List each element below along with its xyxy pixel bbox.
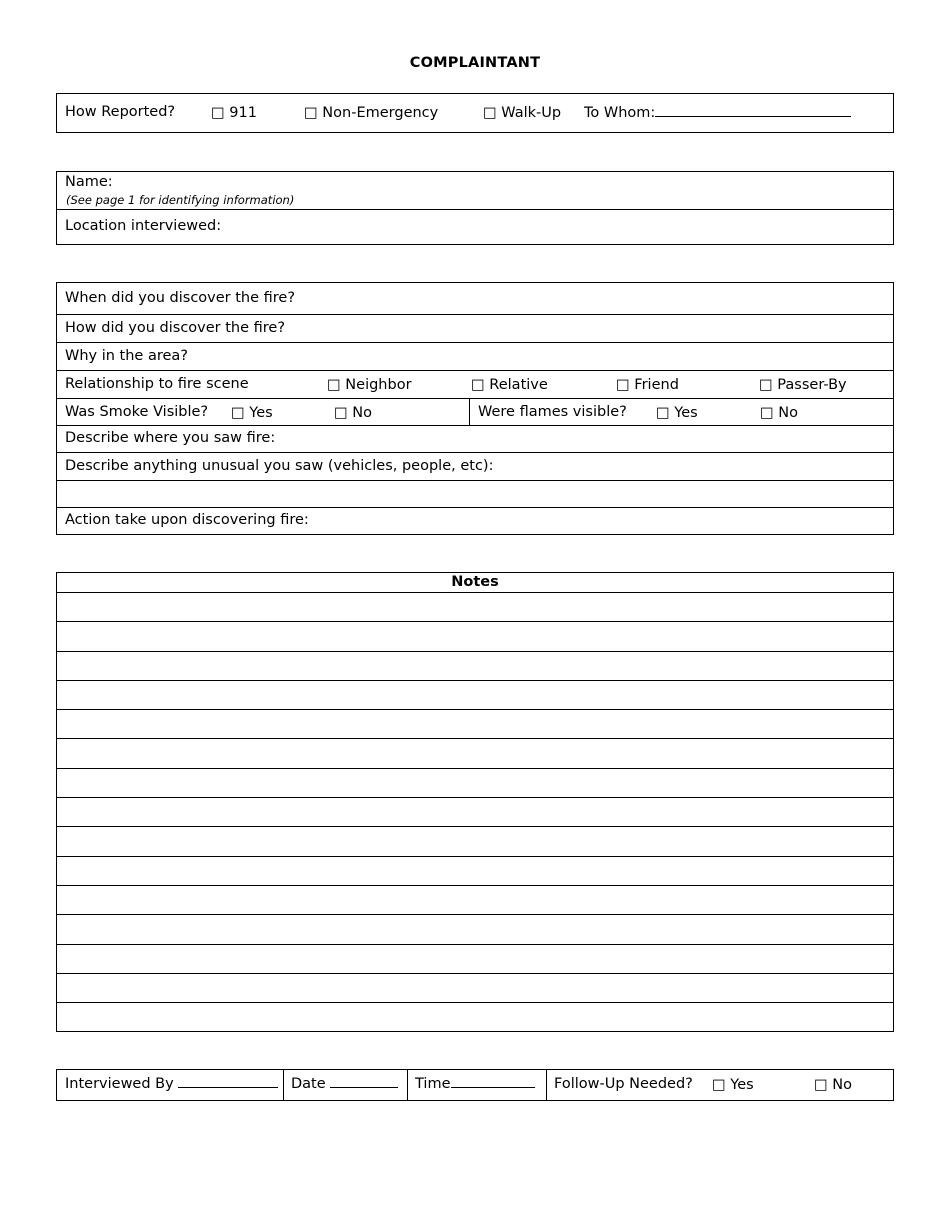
- notes-line[interactable]: [57, 739, 893, 768]
- footer-divider-1: [283, 1070, 284, 1100]
- footer-divider-2: [407, 1070, 408, 1100]
- option-911[interactable]: □ 911: [211, 105, 257, 121]
- follow-up-no-option[interactable]: □ No: [814, 1077, 853, 1093]
- name-note: (See page 1 for identifying information): [66, 193, 295, 207]
- how-reported-box: [56, 93, 894, 133]
- to-whom-line: [655, 116, 851, 117]
- option-relative[interactable]: □ Relative: [471, 377, 548, 393]
- unusual-row[interactable]: [57, 453, 893, 481]
- flames-yes-option[interactable]: □ Yes: [656, 405, 698, 421]
- relationship-label: Relationship to fire scene: [65, 376, 249, 392]
- smoke-no-option[interactable]: □ No: [334, 405, 373, 421]
- visibility-divider: [469, 399, 470, 425]
- flames-visible-label: Were flames visible?: [478, 404, 627, 420]
- unusual-continuation-row[interactable]: [57, 481, 893, 508]
- notes-line[interactable]: [57, 974, 893, 1003]
- relationship-row: [57, 371, 893, 399]
- discover-when-label: When did you discover the fire?: [65, 290, 296, 306]
- action-label: Action take upon discovering fire:: [65, 512, 309, 528]
- notes-line[interactable]: [57, 945, 893, 974]
- notes-box: [56, 572, 894, 1032]
- unusual-label: Describe anything unusual you saw (vehicles, people, etc):: [65, 458, 494, 474]
- discover-when-row[interactable]: [57, 283, 893, 315]
- discovery-box: [56, 282, 894, 535]
- how-reported-label: How Reported?: [65, 104, 176, 120]
- follow-up-label: Follow-Up Needed?: [554, 1076, 693, 1092]
- discover-how-row[interactable]: [57, 315, 893, 343]
- date-line: [330, 1087, 398, 1088]
- why-area-row[interactable]: [57, 343, 893, 371]
- notes-line[interactable]: [57, 593, 893, 622]
- smoke-visible-label: Was Smoke Visible?: [65, 404, 209, 420]
- action-row[interactable]: [57, 508, 893, 534]
- notes-line[interactable]: [57, 798, 893, 827]
- discover-how-label: How did you discover the fire?: [65, 320, 286, 336]
- date-field[interactable]: [291, 1076, 398, 1092]
- smoke-yes-option[interactable]: □ Yes: [231, 405, 273, 421]
- notes-line[interactable]: [57, 827, 893, 856]
- flames-no-option[interactable]: □ No: [760, 405, 799, 421]
- time-label: Time: [415, 1076, 451, 1092]
- visibility-row: [57, 399, 893, 426]
- notes-header: Notes: [57, 573, 893, 593]
- option-walk-up[interactable]: □ Walk-Up: [483, 105, 562, 121]
- option-neighbor[interactable]: □ Neighbor: [327, 377, 412, 393]
- time-line: [451, 1087, 535, 1088]
- notes-line[interactable]: [57, 915, 893, 944]
- name-label: Name:: [65, 174, 113, 190]
- footer-box: [56, 1069, 894, 1101]
- time-field[interactable]: [415, 1076, 535, 1092]
- date-label: Date: [291, 1076, 326, 1092]
- identity-box: [56, 171, 894, 245]
- notes-line[interactable]: [57, 886, 893, 915]
- to-whom-label: To Whom:: [584, 105, 656, 121]
- name-row[interactable]: [57, 172, 893, 210]
- where-saw-label: Describe where you saw fire:: [65, 430, 276, 446]
- interviewed-by-field[interactable]: [65, 1076, 278, 1092]
- why-area-label: Why in the area?: [65, 348, 188, 364]
- footer-divider-3: [546, 1070, 547, 1100]
- notes-line[interactable]: [57, 710, 893, 739]
- option-passer-by[interactable]: □ Passer-By: [759, 377, 847, 393]
- interviewed-by-line: [178, 1087, 278, 1088]
- notes-line[interactable]: [57, 857, 893, 886]
- notes-line[interactable]: [57, 622, 893, 651]
- to-whom-field[interactable]: [584, 105, 851, 121]
- notes-line[interactable]: [57, 769, 893, 798]
- option-non-emergency[interactable]: □ Non-Emergency: [304, 105, 439, 121]
- option-friend[interactable]: □ Friend: [616, 377, 679, 393]
- interviewed-by-label: Interviewed By: [65, 1076, 174, 1092]
- location-row[interactable]: [57, 210, 893, 244]
- notes-line[interactable]: [57, 652, 893, 681]
- notes-line[interactable]: [57, 681, 893, 710]
- form-title: COMPLAINTANT: [409, 55, 541, 71]
- notes-line[interactable]: [57, 1003, 893, 1031]
- notes-lines: [57, 593, 893, 1031]
- location-label: Location interviewed:: [65, 218, 222, 234]
- follow-up-yes-option[interactable]: □ Yes: [712, 1077, 754, 1093]
- where-saw-row[interactable]: [57, 426, 893, 453]
